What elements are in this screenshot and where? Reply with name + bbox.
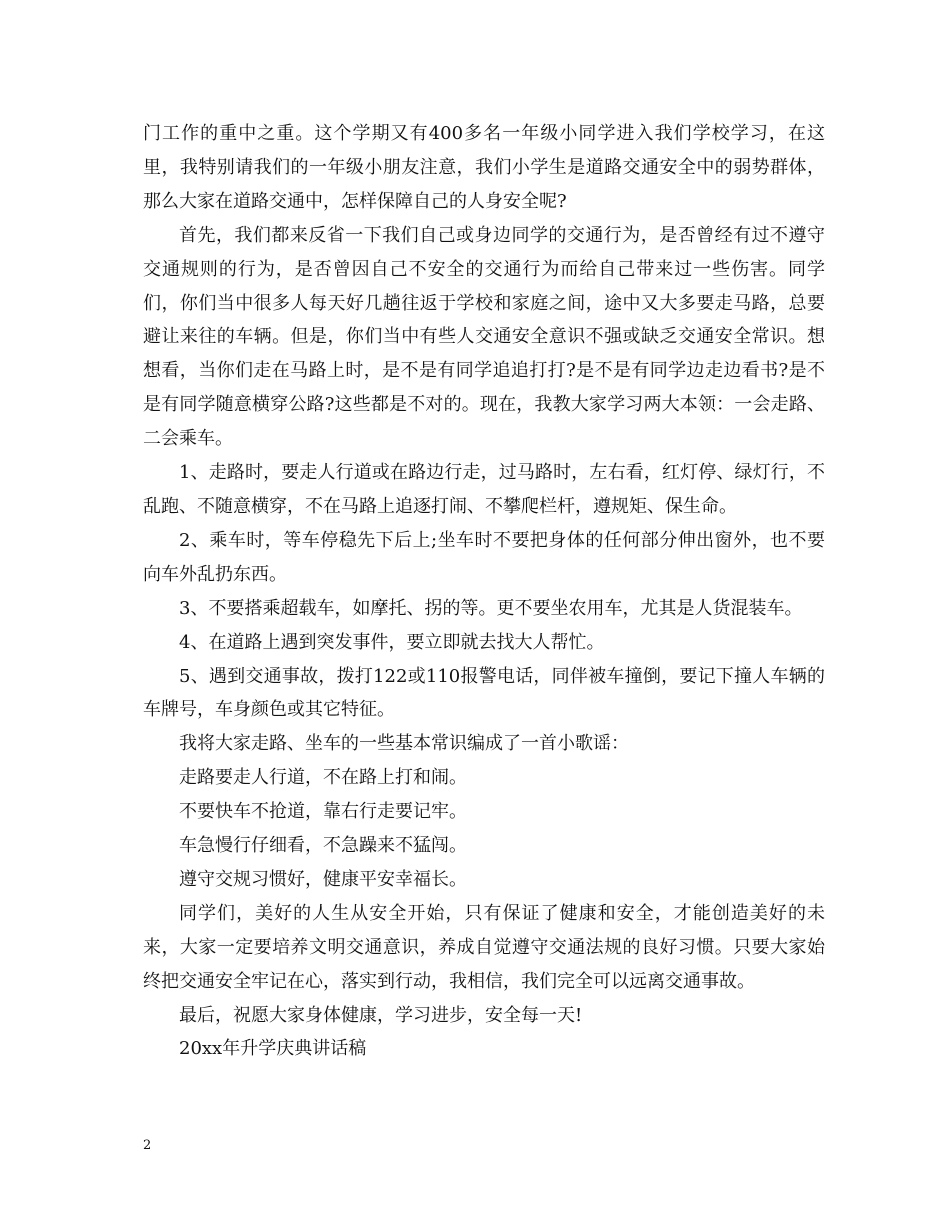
rule-item-accident: 5、遇到交通事故，拨打122或110报警电话，同伴被车撞倒，要记下撞人车辆的车牌号，车身颜色或其它特征。 — [143, 665, 825, 721]
next-section-title: 20xx年升学庆典讲话稿 — [179, 1038, 367, 1060]
rhyme-line-1: 走路要走人行道，不在路上打和闹。 — [179, 767, 467, 789]
paragraph-wishes: 最后，祝愿大家身体健康，学习进步，安全每一天! — [179, 1004, 583, 1026]
rhyme-intro: 我将大家走路、坐车的一些基本常识编成了一首小歌谣： — [179, 733, 629, 755]
document-body — [143, 117, 825, 1066]
paragraph-reflection: 首先，我们都来反省一下我们自己或身边同学的交通行为，是否曾经有过不遵守交通规则的行为，是否曾因自己不安全的交通行为而给自己带来过一些伤害。同学们，你们当中很多人每天好几趟往返于学校和家庭之间，途中又大多要走马路，总要避让来往的车辆。但是，你们当中有些人交通安全意识不强或缺乏交通安全常识。想想看，当你们走在马路上时，是不是有同学追追打打?是不是有同学边走边看书?是不是有同学随意横穿公路?这些都是不对的。现在，我教大家学习两大本领：一会走路、二会乘车。 — [143, 224, 825, 450]
rule-item-riding: 2、乘车时，等车停稳先下后上;坐车时不要把身体的任何部分伸出窗外，也不要向车外乱扔东西。 — [143, 529, 825, 585]
rhyme-line-2: 不要快车不抢道，靠右行走要记牢。 — [179, 801, 467, 823]
paragraph-continuation: 门工作的重中之重。这个学期又有400多名一年级小同学进入我们学校学习，在这里，我特别请我们的一年级小朋友注意，我们小学生是道路交通安全中的弱势群体，那么大家在道路交通中，怎样保障自己的人身安全呢? — [143, 123, 825, 212]
page-number: 2 — [143, 1138, 152, 1153]
rule-item-overloaded: 3、不要搭乘超载车，如摩托、拐的等。更不要坐农用车，尤其是人货混装车。 — [179, 597, 803, 619]
rhyme-line-4: 遵守交规习惯好，健康平安幸福长。 — [179, 868, 467, 890]
rhyme-line-3: 车急慢行仔细看，不急躁来不猛闯。 — [179, 835, 467, 857]
rule-item-emergency: 4、在道路上遇到突发事件，要立即就去找大人帮忙。 — [179, 631, 605, 653]
paragraph-closing: 同学们，美好的人生从安全开始，只有保证了健康和安全，才能创造美好的未来，大家一定要培养文明交通意识，养成自觉遵守交通法规的良好习惯。只要大家始终把交通安全牢记在心，落实到行动，我相信，我们完全可以远离交通事故。 — [143, 902, 825, 992]
rule-item-walking: 1、走路时，要走人行道或在路边行走，过马路时，左右看，红灯停、绿灯行，不乱跑、不随意横穿，不在马路上追逐打闹、不攀爬栏杆，遵规矩、保生命。 — [143, 462, 825, 517]
